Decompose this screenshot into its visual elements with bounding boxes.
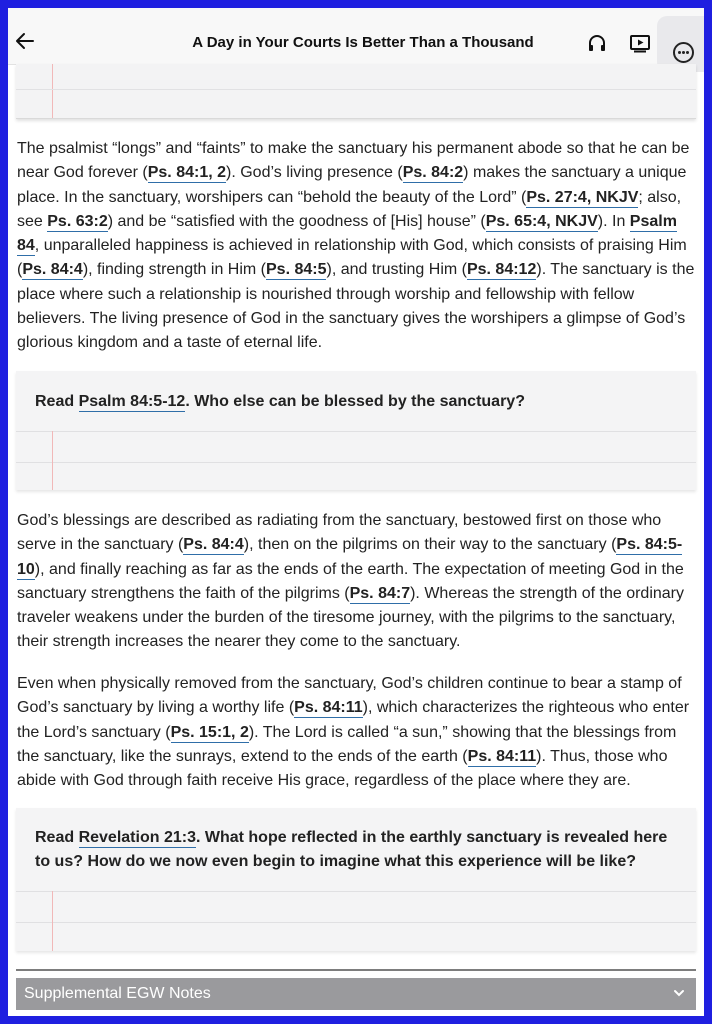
- scripture-reference-link[interactable]: Ps. 84:4: [183, 536, 244, 554]
- scripture-reference-link[interactable]: Ps. 84:5-10: [17, 536, 683, 578]
- scripture-reference-link[interactable]: Ps. 84:11: [294, 699, 363, 717]
- question-block: [16, 371, 696, 490]
- scripture-reference-link[interactable]: Psalm 84: [17, 212, 677, 255]
- section-divider: [16, 969, 696, 971]
- question-text: Read Revelation 21:3. What hope reflected in the earthly sanctuary is revealed here to us? How do we now even begin to imagine what this experience will be like?: [35, 829, 668, 870]
- question-block: [16, 808, 696, 951]
- headphones-icon[interactable]: [586, 32, 608, 54]
- page-title: A Day in Your Courts Is Better Than a Thousand: [192, 34, 534, 51]
- notes-field[interactable]: [52, 431, 53, 490]
- question-text: Read Psalm 84:5-12. Who else can be blessed by the sanctuary?: [35, 393, 525, 410]
- chevron-down-icon: [672, 986, 686, 1000]
- scripture-reference-link[interactable]: Ps. 84:1, 2: [147, 164, 227, 182]
- scripture-reference-link[interactable]: Ps. 84:5: [266, 261, 327, 279]
- scripture-reference-link[interactable]: Ps. 84:11: [467, 747, 537, 765]
- scripture-reference-link[interactable]: Psalm 84:5-12: [78, 393, 186, 410]
- scripture-reference-link[interactable]: Ps. 84:7: [349, 584, 411, 602]
- scripture-reference-link[interactable]: Ps. 63:2: [47, 212, 108, 230]
- supplemental-egw-notes-toggle[interactable]: [16, 978, 696, 1010]
- scripture-reference-link[interactable]: Ps. 15:1, 2: [170, 723, 249, 741]
- scripture-reference-link[interactable]: Revelation 21:3: [78, 829, 196, 846]
- play-video-icon[interactable]: [629, 32, 651, 54]
- supplemental-label: Supplemental EGW Notes: [24, 985, 211, 1002]
- scripture-reference-link[interactable]: Ps. 27:4, NKJV: [526, 188, 639, 206]
- back-button[interactable]: [14, 30, 36, 52]
- top-bar: [8, 8, 704, 65]
- more-options-icon: [673, 42, 694, 63]
- body-paragraph: God’s blessings are described as radiating from the sanctuary, bestowed first on those who serve in the sanctuary (Ps. 84:4), then on the pilgrims on their way to the sanctuary (Ps. 84:5-10), and finally reaching as far as the ends of the earth. The expectation of meeting God in the sanctuary strengthens the faith of the pilgrims (Ps. 84:7). Whereas the strength of the ordinary traveler weakens under the burden of the tiresome journey, with the pilgrims to the sanctuary, their strength increases the nearer they come to the sanctuary.: [17, 512, 685, 651]
- reader-screen: [8, 8, 704, 1016]
- scripture-reference-link[interactable]: Ps. 84:12: [466, 261, 537, 279]
- scripture-reference-link[interactable]: Ps. 84:2: [402, 164, 464, 182]
- body-paragraph: Even when physically removed from the sanctuary, God’s children continue to bear a stamp of God’s sanctuary by living a worthy life (Ps. 84:11), which characterizes the righteous who enter the Lord’s sanctuary (Ps. 15:1, 2). The Lord is called “a sun,” showing that the blessings from the sanctuary, like the sunrays, extend to the ends of the earth (Ps. 84:11). Thus, those who abide with God through faith receive His grace, regardless of the place where they are.: [17, 675, 690, 790]
- notes-field[interactable]: [52, 891, 53, 951]
- body-paragraph: The psalmist “longs” and “faints” to make the sanctuary his permanent abode so that he can be near God forever (Ps. 84:1, 2). God’s living presence (Ps. 84:2) makes the sanctuary a unique place. In the sanctuary, worshipers can “behold the beauty of the Lord” (Ps. 27:4, NKJV; also, see Ps. 63:2) and be “satisfied with the goodness of [His] house” (Ps. 65:4, NKJV). In Psalm 84, unparalleled happiness is achieved in relationship with God, which consists of praising Him (Ps. 84:4), finding strength in Him (Ps. 84:5), and trusting Him (Ps. 84:12). The sanctuary is the place where such a relationship is nourished through worship and fellowship with fellow believers. The living presence of God in the sanctuary gives the worshipers a glimpse of God’s glorious kingdom and a taste of eternal life.: [17, 140, 695, 352]
- scripture-reference-link[interactable]: Ps. 84:4: [22, 261, 83, 279]
- notes-field[interactable]: [16, 64, 696, 119]
- scripture-reference-link[interactable]: Ps. 65:4, NKJV: [485, 212, 598, 230]
